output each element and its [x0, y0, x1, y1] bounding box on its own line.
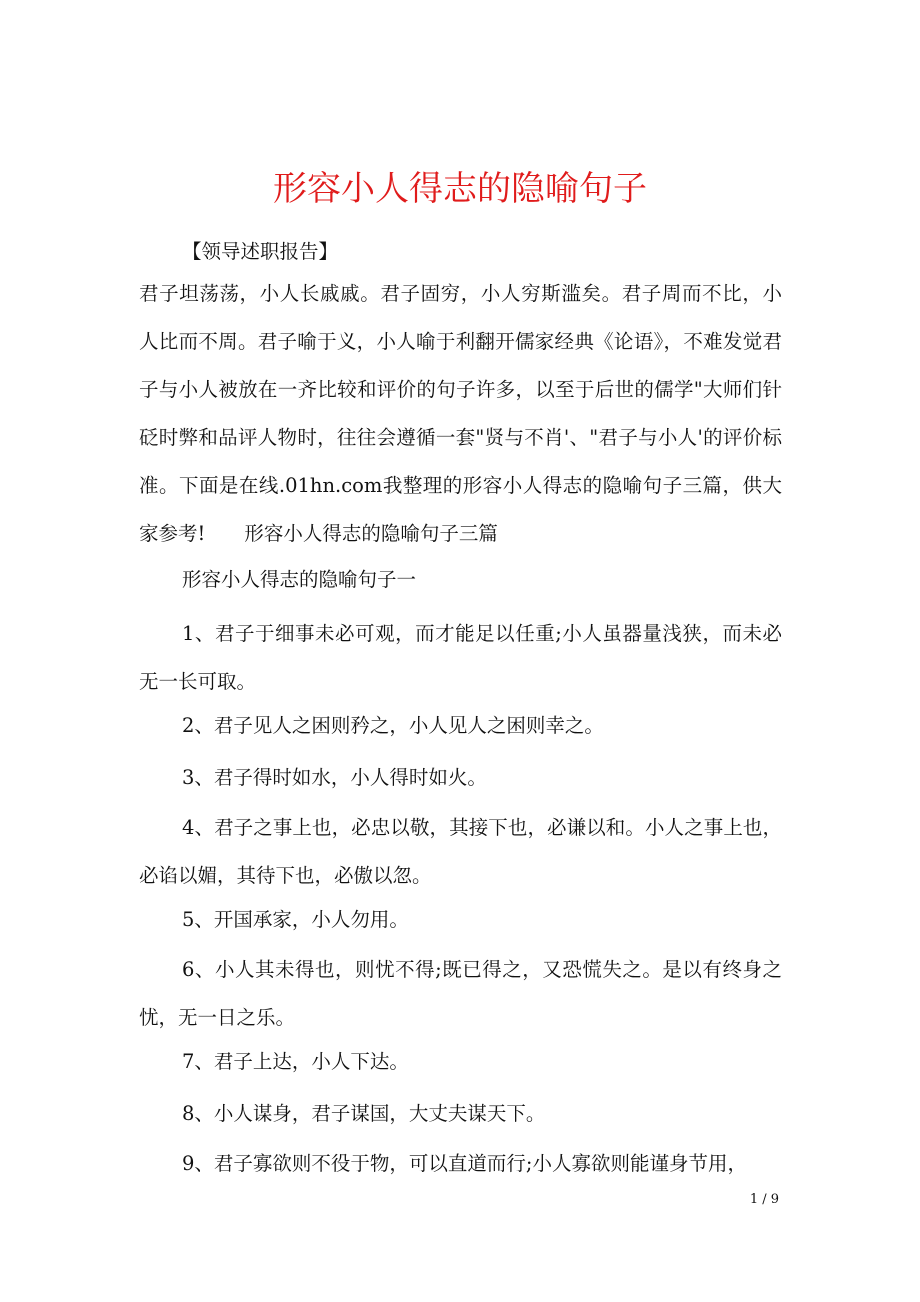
document-title: 形容小人得志的隐喻句子: [273, 168, 647, 209]
tag-line: 【领导述职报告】: [182, 240, 339, 263]
list-item-6: 6、小人其未得也，则忧不得;既已得之，又恐慌失之。是以有终身之忧，无一日之乐。: [139, 958, 782, 1029]
page-number: 1 / 9: [749, 1192, 779, 1207]
list-item-5: 5、开国承家，小人勿用。: [182, 908, 409, 931]
list-item-9: 9、君子寡欲则不役于物，可以直道而行;小人寡欲则能谨身节用，: [182, 1152, 747, 1175]
list-item-1: 1、君子于细事未必可观，而才能足以任重;小人虽器量浅狭，而未必无一长可取。: [139, 622, 782, 693]
intro-paragraph: 君子坦荡荡，小人长戚戚。君子固穷，小人穷斯滥矣。君子周而不比，小人比而不周。君子喻于义，小人喻于利翻开儒家经典《论语》，不难发觉君子与小人被放在一齐比较和评价的句子许多，以至于后世的儒学"大师们针砭时弊和品评人物时，往往会遵循一套"贤与不肖'、"君子与小人'的评价标准。下面是在线.01hn.com我整理的形容小人得志的隐喻句子三篇，供大家参考! 形容小人得志的隐喻句子三篇: [139, 282, 782, 545]
list-item-8: 8、小人谋身，君子谋国，大丈夫谋天下。: [182, 1102, 546, 1125]
list-item-2: 2、君子见人之困则矜之，小人见人之困则幸之。: [182, 714, 604, 737]
list-item-7: 7、君子上达，小人下达。: [182, 1050, 409, 1073]
section-heading: 形容小人得志的隐喻句子一: [182, 568, 417, 591]
list-item-4: 4、君子之事上也，必忠以敬，其接下也，必谦以和。小人之事上也，必谄以媚，其待下也，必傲以忽。: [139, 816, 782, 887]
list-item-3: 3、君子得时如水，小人得时如火。: [182, 766, 487, 789]
